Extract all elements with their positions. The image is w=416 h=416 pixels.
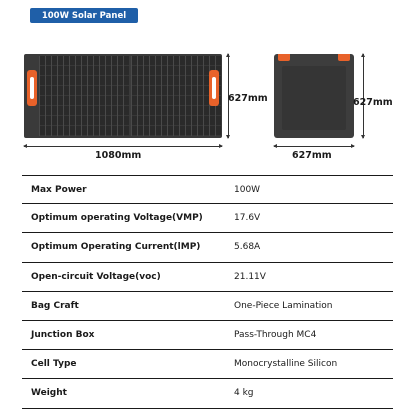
folded-height-dimension-line xyxy=(363,54,364,138)
spec-row-bag-craft xyxy=(22,292,393,321)
spec-value: 21.11V xyxy=(234,271,266,282)
solar-cells-right xyxy=(131,56,221,136)
right-handle-icon xyxy=(209,70,219,106)
folded-panel-back xyxy=(282,66,346,130)
spec-value: 100W xyxy=(234,184,261,195)
product-title-badge xyxy=(30,8,138,23)
spec-label: Bag Craft xyxy=(31,300,79,311)
spec-row-weight xyxy=(22,379,393,408)
spec-value: 5.68A xyxy=(234,242,261,253)
spec-row-imp xyxy=(22,233,393,262)
unfolded-width-dimension-line xyxy=(24,146,222,147)
spec-row-voc xyxy=(22,263,393,292)
spec-value: One-Piece Lamination xyxy=(234,300,333,311)
folded-width-label: 627mm xyxy=(292,150,332,161)
folded-height-label: 627mm xyxy=(353,97,393,108)
folded-tab-right-icon xyxy=(338,54,350,61)
spec-label: Optimum operating Voltage(VMP) xyxy=(31,213,203,224)
spec-value: 4 kg xyxy=(234,388,254,399)
spec-row-cell-type xyxy=(22,350,393,379)
spec-label: Open-circuit Voltage(voc) xyxy=(31,271,161,282)
spec-row-junction-box xyxy=(22,321,393,350)
unfolded-width-label: 1080mm xyxy=(95,150,142,161)
folded-solar-panel-image xyxy=(274,54,354,138)
left-handle-icon xyxy=(27,70,37,106)
badge-label: 100W Solar Panel xyxy=(41,10,127,21)
spec-row-max-power xyxy=(22,175,393,204)
solar-cells-left xyxy=(39,56,129,136)
spec-label: Junction Box xyxy=(31,330,95,341)
unfolded-height-label: 627mm xyxy=(228,93,268,104)
spec-table xyxy=(22,175,393,409)
spec-value: 17.6V xyxy=(234,213,261,224)
spec-label: Cell Type xyxy=(31,359,77,370)
spec-label: Max Power xyxy=(31,184,87,195)
unfolded-solar-panel-image xyxy=(24,54,222,138)
spec-row-vmp xyxy=(22,204,393,233)
spec-value: Pass-Through MC4 xyxy=(234,330,317,341)
folded-width-dimension-line xyxy=(274,146,354,147)
spec-label: Optimum Operating Current(lMP) xyxy=(31,242,201,253)
spec-label: Weight xyxy=(31,388,67,399)
spec-value: Monocrystalline Silicon xyxy=(234,359,338,370)
folded-tab-left-icon xyxy=(278,54,290,61)
